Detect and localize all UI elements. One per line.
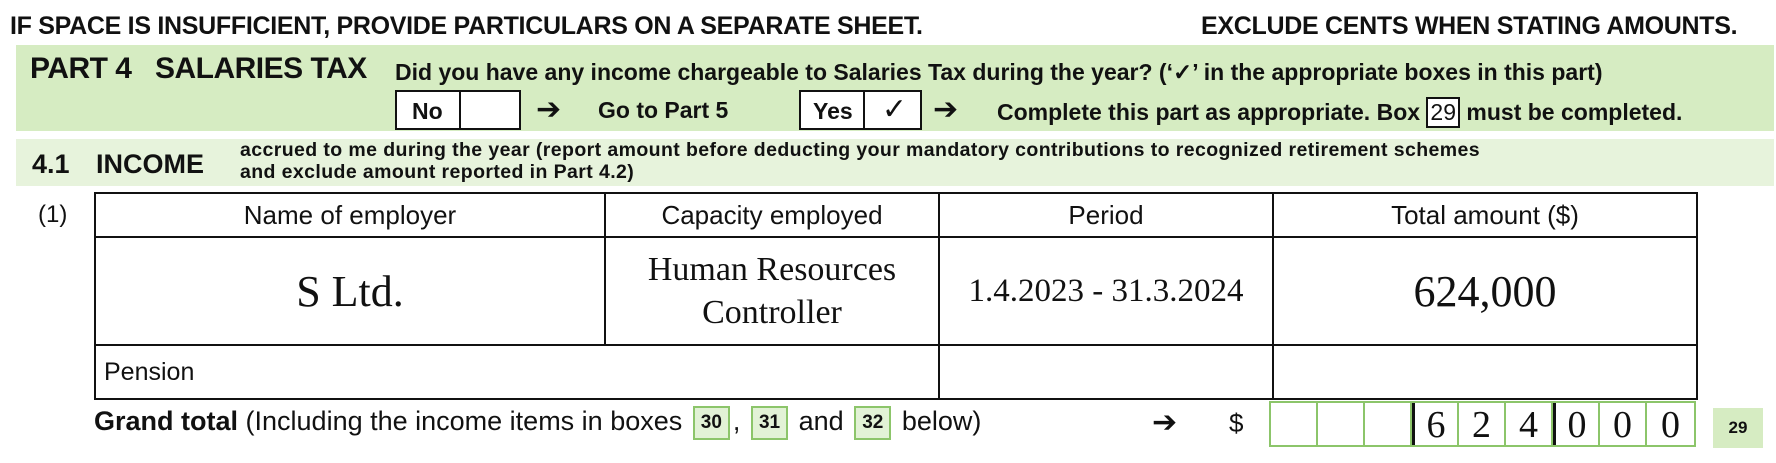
header-period: Period xyxy=(939,193,1273,237)
grand-total-label: Grand total xyxy=(94,406,239,437)
box-32-ref: 32 xyxy=(854,406,891,440)
header-capacity: Capacity employed xyxy=(605,193,939,237)
digit-box[interactable]: 0 xyxy=(1553,403,1600,445)
yes-instruction: Complete this part as appropriate. Box 29 must be completed. xyxy=(997,97,1682,128)
box-30-ref: 30 xyxy=(693,406,730,440)
pension-period-cell[interactable] xyxy=(939,345,1273,399)
digit-box[interactable] xyxy=(1365,403,1412,445)
pension-label: Pension xyxy=(95,345,939,399)
note-exclude-cents: EXCLUDE CENTS WHEN STATING AMOUNTS. xyxy=(1201,12,1738,40)
digit-box[interactable]: 0 xyxy=(1661,404,1680,446)
section-description: accrued to me during the year (report amount before deducting your mandatory contributions to recognized retirement schemes and exclude amount reported in Part 4.2) xyxy=(240,139,1480,183)
part4-title: PART 4 SALARIES TAX xyxy=(30,52,367,85)
amount-cell[interactable]: 624,000 xyxy=(1273,237,1697,345)
item-number: (1) xyxy=(38,201,68,228)
no-checkbox[interactable] xyxy=(459,90,523,130)
pension-amount-cell[interactable] xyxy=(1273,345,1697,399)
yes-checkbox[interactable]: ✓ xyxy=(863,90,924,130)
section-title: INCOME xyxy=(96,149,204,179)
box-number-29: 29 xyxy=(1713,408,1763,448)
part4-question: Did you have any income chargeable to Salaries Tax during the year? (‘✓’ in the appropriate boxes in this part) xyxy=(395,59,1603,85)
digit-box[interactable]: 6 xyxy=(1412,403,1459,445)
box-31-ref: 31 xyxy=(751,406,788,440)
table-row xyxy=(95,237,1697,345)
employment-table xyxy=(94,192,1698,400)
section-number: 4.1 xyxy=(32,149,70,179)
table-header-row xyxy=(95,193,1697,237)
box-29-ref: 29 xyxy=(1426,97,1460,128)
arrow-icon: ➔ xyxy=(933,93,959,126)
yes-option xyxy=(799,90,922,130)
pension-row xyxy=(95,345,1697,399)
digit-box[interactable]: 4 xyxy=(1506,403,1553,445)
arrow-icon: ➔ xyxy=(1152,406,1178,439)
grand-total-line: Grand total (Including the income items in boxes 30 , 31 and 32 below) xyxy=(94,406,981,440)
no-label: No xyxy=(412,98,443,124)
employer-cell[interactable]: S Ltd. xyxy=(95,237,605,345)
digit-box[interactable] xyxy=(1271,403,1318,445)
grand-total-digit-boxes[interactable] xyxy=(1269,401,1696,447)
header-amount: Total amount ($) xyxy=(1273,193,1697,237)
yes-label: Yes xyxy=(813,98,853,124)
note-separate-sheet: IF SPACE IS INSUFFICIENT, PROVIDE PARTICULARS ON A SEPARATE SHEET. xyxy=(10,12,923,40)
digit-box[interactable]: 0 xyxy=(1600,403,1647,445)
period-cell[interactable]: 1.4.2023 - 31.3.2024 xyxy=(939,237,1273,345)
currency-symbol: $ xyxy=(1229,408,1244,438)
digit-box[interactable] xyxy=(1318,403,1365,445)
no-option xyxy=(395,90,521,130)
header-employer: Name of employer xyxy=(95,193,605,237)
no-instruction: Go to Part 5 xyxy=(598,97,729,123)
capacity-cell[interactable]: Human Resources Controller xyxy=(605,237,939,345)
arrow-icon: ➔ xyxy=(536,93,562,126)
digit-box[interactable]: 2 xyxy=(1459,403,1506,445)
